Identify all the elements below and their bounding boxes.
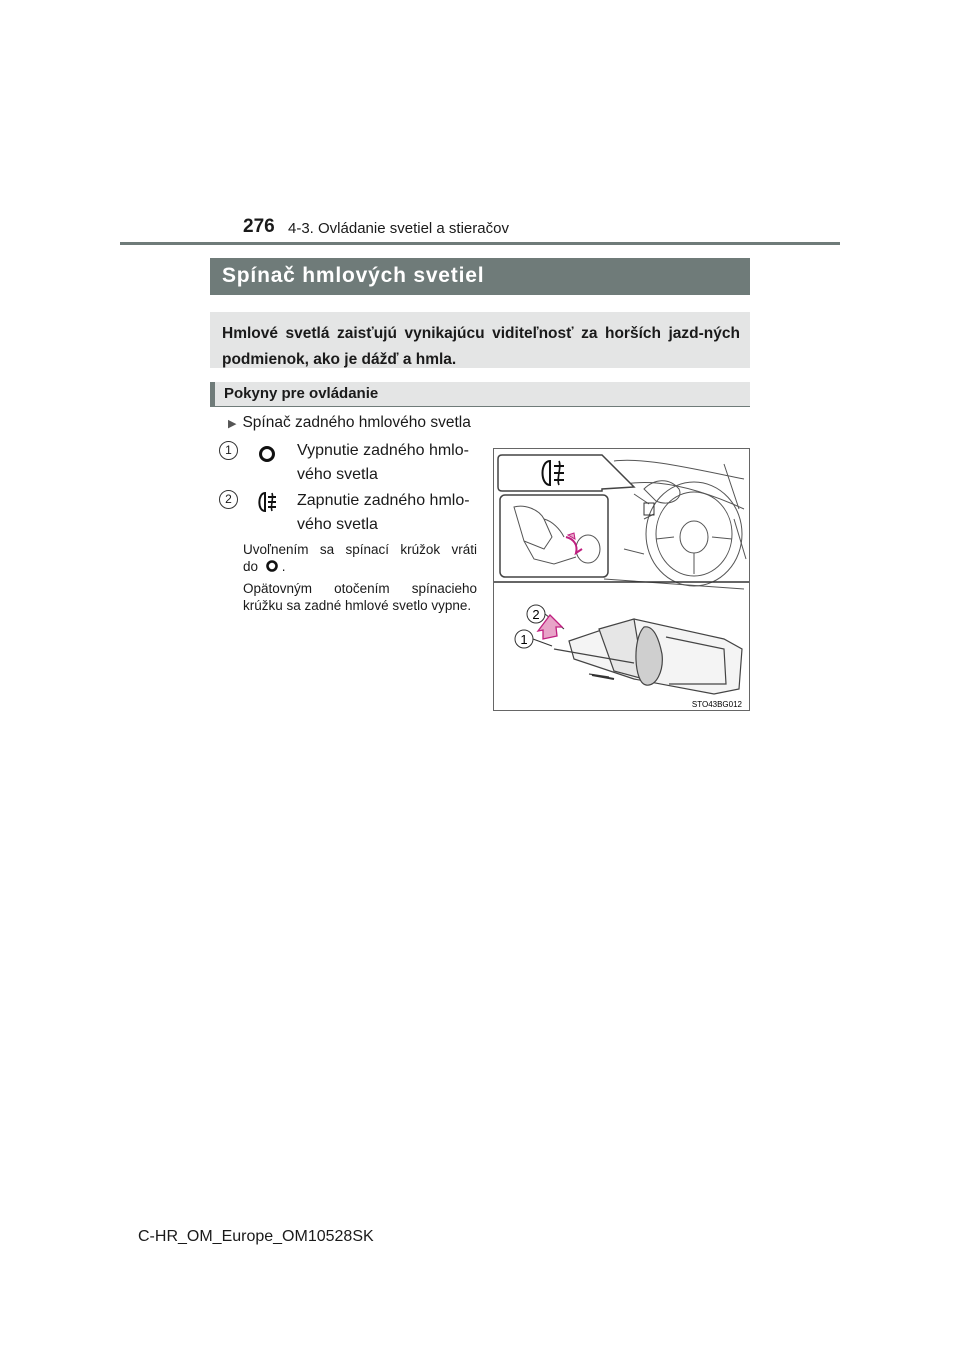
bullet-item [228, 414, 471, 432]
item-number-1: 1 [219, 441, 238, 460]
page-number: 276 [243, 216, 275, 237]
fog-light-off-icon [257, 444, 277, 464]
item-1-text-line1: Vypnutie zadného hmlo- [297, 442, 469, 459]
figure-callout-1: 1 [520, 632, 528, 647]
rear-fog-light-icon [254, 490, 280, 514]
note-1-line1: Uvoľnením sa spínací krúžok vráti [243, 542, 477, 557]
intro-text: Hmlové svetlá zaisťujú vynikajúcu viditeľnosť za horších jazd-ných podmienok, ako je dážď a hmla. [210, 312, 750, 368]
figure-callout-2: 2 [532, 607, 540, 622]
header-rule [120, 242, 840, 245]
subheading: Pokyny pre ovládanie [210, 382, 750, 407]
illustration-drawing [494, 449, 749, 710]
figure-code: STO43BG012 [691, 700, 742, 709]
note-2: Opätovným otočením spínacieho krúžku sa zadné hmlové svetlo vypne. [243, 581, 477, 613]
item-2-text-line1: Zapnutie zadného hmlo- [297, 492, 470, 509]
item-1-text-line2: vého svetla [297, 466, 378, 483]
note-1-suffix: . [281, 559, 286, 574]
triangle-bullet-icon: ▶ [228, 418, 237, 430]
section-title: 4-3. Ovládanie svetiel a stieračov [288, 220, 509, 237]
switch-illustration [493, 448, 750, 711]
note-1-prefix: do [243, 559, 259, 574]
note-1-line2 [243, 558, 286, 575]
item-number-2: 2 [219, 490, 238, 509]
page-heading: Spínač hmlových svetiel [210, 258, 750, 295]
fog-light-off-icon [264, 559, 280, 573]
footer-doc-id: C-HR_OM_Europe_OM10528SK [138, 1228, 374, 1245]
item-2-text-line2: vého svetla [297, 516, 378, 533]
bullet-text: Spínač zadného hmlového svetla [242, 414, 471, 431]
